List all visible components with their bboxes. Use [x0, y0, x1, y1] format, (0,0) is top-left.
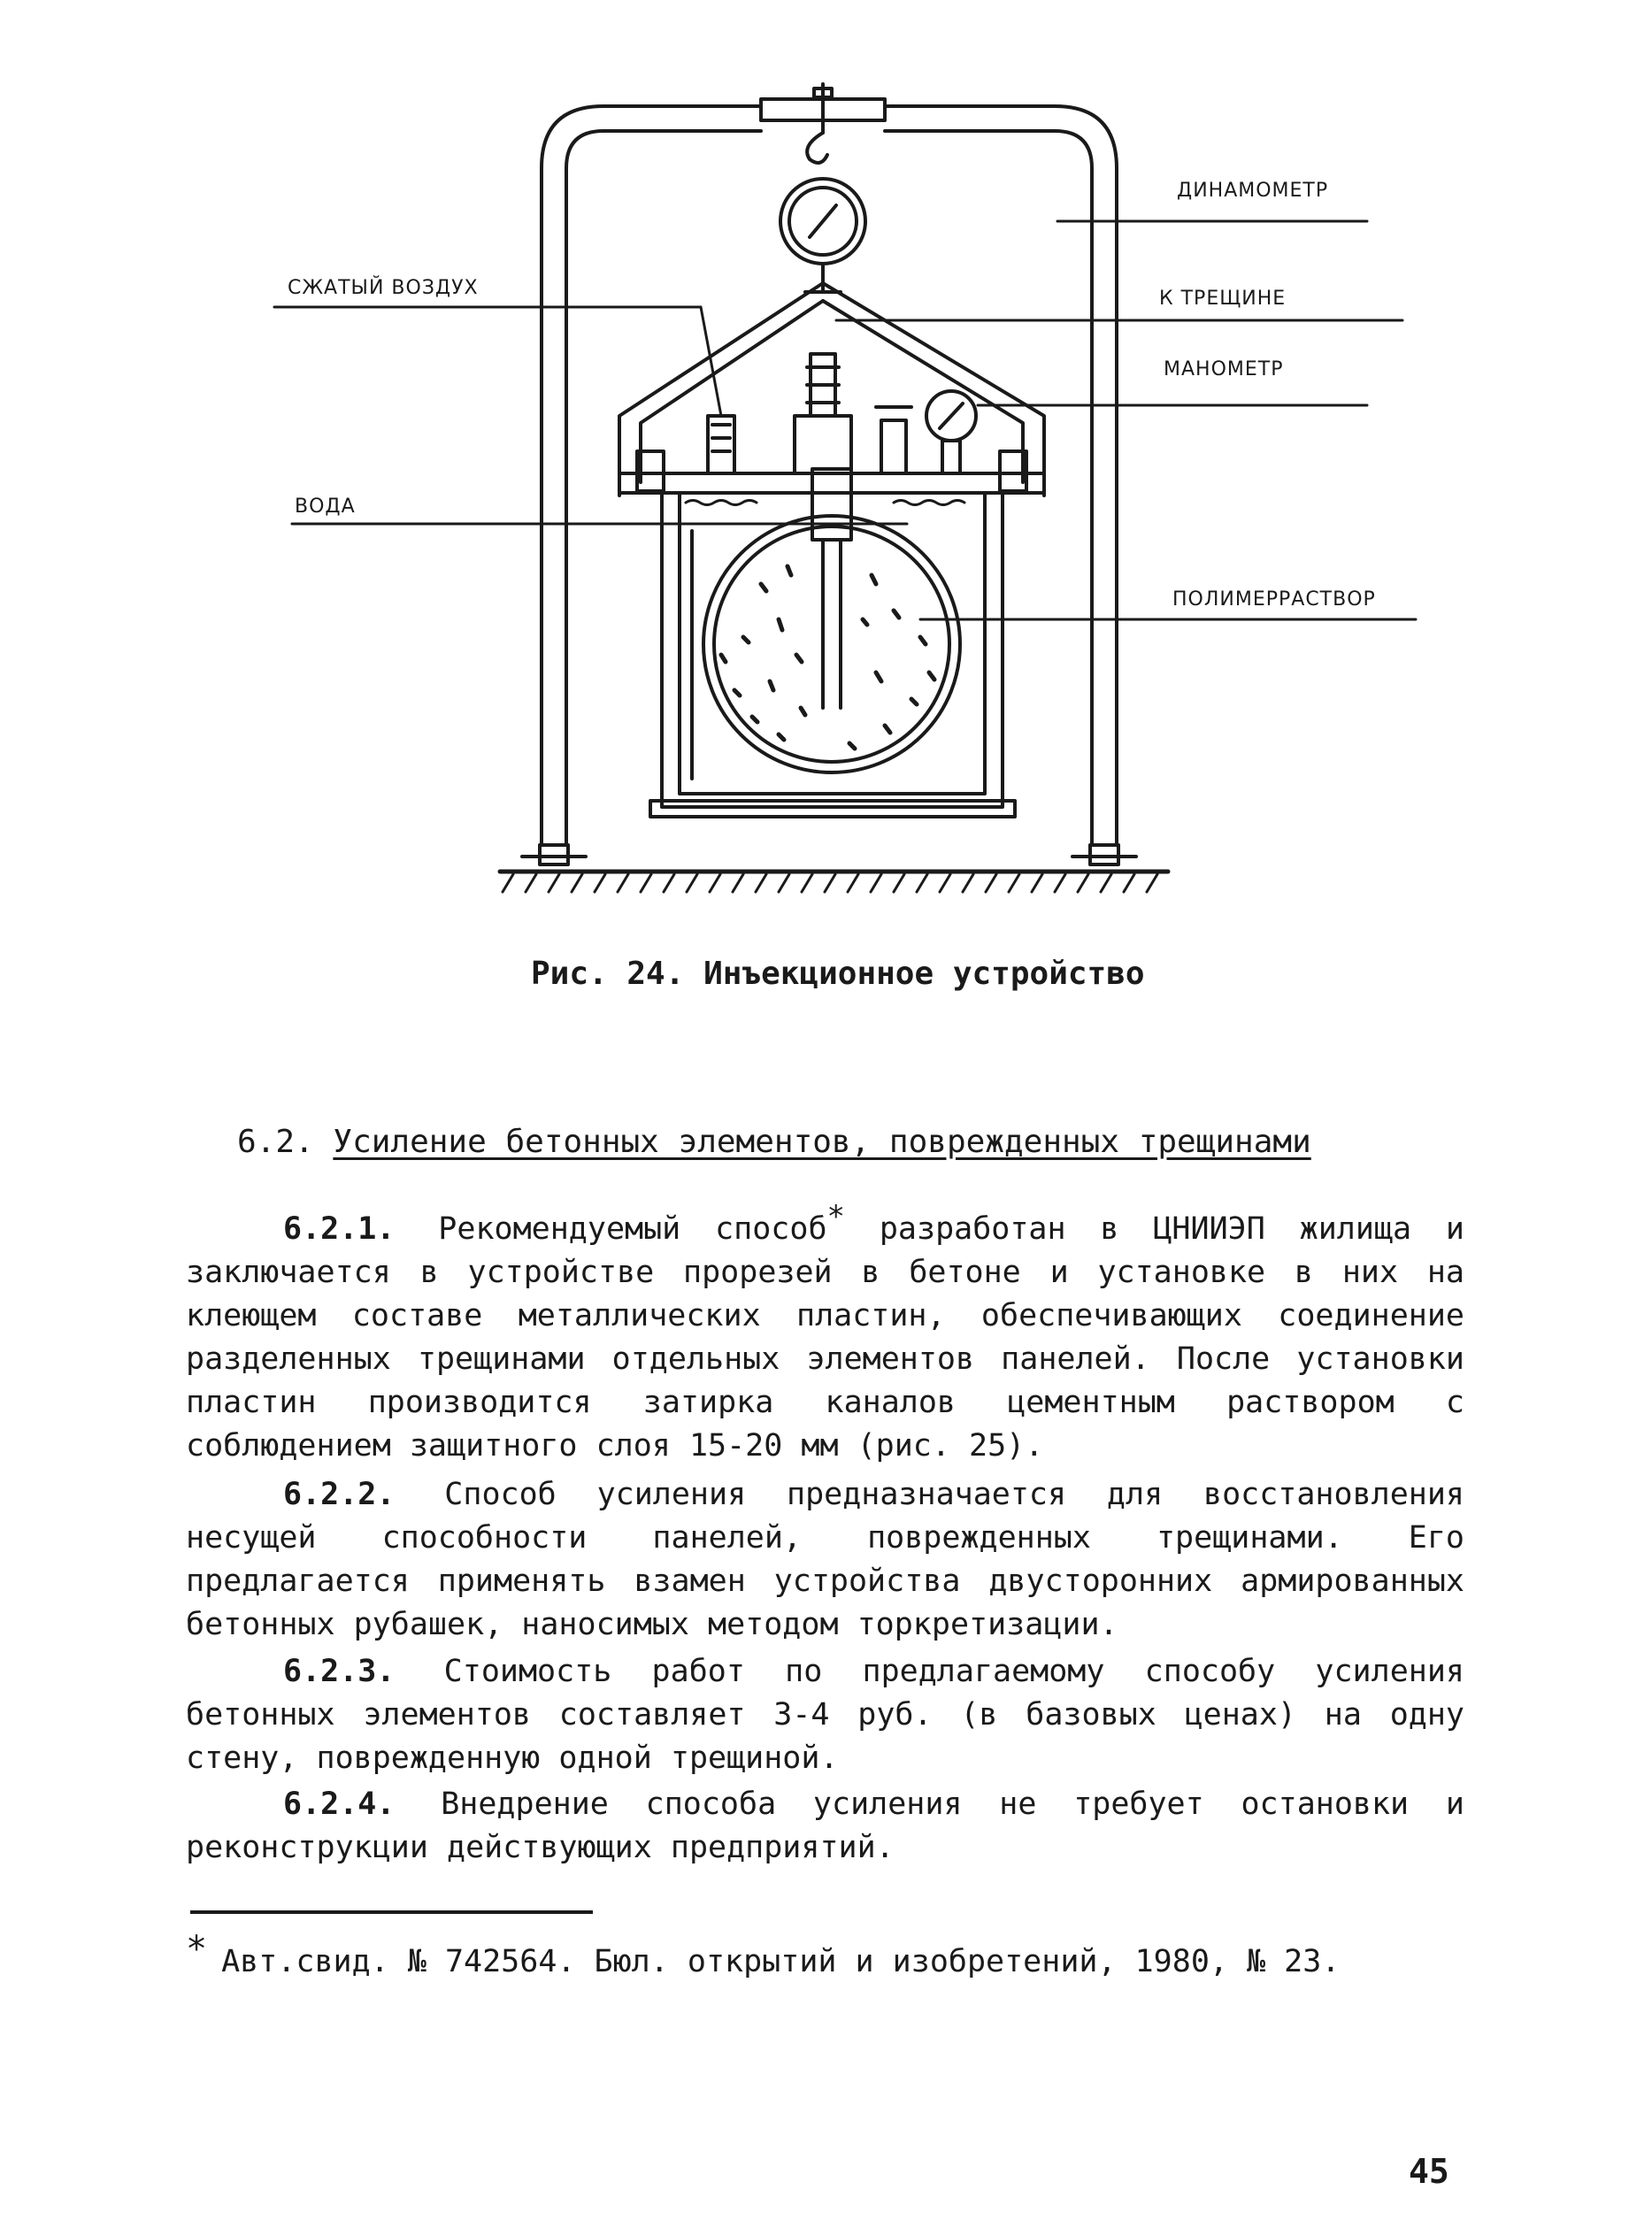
paragraph-6-2-3 — [186, 1650, 1464, 1780]
footnote-mark: * — [186, 1929, 208, 1970]
label-manometer: МАНОМЕТР — [1164, 358, 1284, 380]
section-heading — [237, 1124, 1311, 1160]
paragraph-number: 6.2.4. — [283, 1786, 396, 1822]
footnote-reference: * — [826, 1199, 845, 1234]
paragraph-number: 6.2.3. — [283, 1654, 396, 1689]
footnote-text: Авт.свид. № 742564. Бюл. открытий и изобретений, 1980, № 23. — [221, 1944, 1341, 1979]
paragraph-text: Способ усиления предназначается для восстановления несущей способности панелей, поврежденных трещинами. Его предлагается применять взамен устройства двусторонних армированных бетонных рубашек, наносимых методом торкретизации. — [186, 1477, 1464, 1642]
label-to-crack: К ТРЕЩИНЕ — [1159, 288, 1287, 310]
footnote — [186, 1929, 1340, 1979]
paragraph-6-2-4 — [186, 1783, 1464, 1870]
paragraph-text: Стоимость работ по предлагаемому способу усиления бетонных элементов составляет 3-4 руб. (в базовых ценах) на одну стену, поврежденную одной трещиной. — [186, 1654, 1464, 1776]
paragraph-number: 6.2.1. — [283, 1211, 396, 1247]
paragraph-text: Внедрение способа усиления не требует остановки и реконструкции действующих предприятий. — [186, 1786, 1464, 1865]
paragraph-text-lead: Рекомендуемый способ — [438, 1211, 827, 1247]
ground-hatch — [500, 872, 1168, 892]
label-polymer-solution: ПОЛИМЕРРАСТВОР — [1172, 588, 1376, 611]
figure-caption: Рис. 24. Инъекционное устройство — [531, 956, 1145, 992]
label-water: ВОДА — [295, 496, 356, 518]
paragraph-6-2-1 — [186, 1199, 1464, 1468]
label-compressed-air: СЖАТЫЙ ВОЗДУХ — [288, 277, 479, 299]
footnote-divider — [190, 1910, 593, 1914]
vessel — [650, 469, 1015, 817]
section-number: 6.2. — [237, 1124, 314, 1160]
label-dynamometer: ДИНАМОМЕТР — [1177, 180, 1329, 202]
injection-device-drawing — [0, 0, 1652, 938]
paragraph-6-2-2 — [186, 1473, 1464, 1647]
section-title: Усиление бетонных элементов, поврежденных трещинами — [333, 1124, 1311, 1160]
slings — [619, 283, 1044, 496]
paragraph-text: разработан в ЦНИИЭП жилища и заключается в устройстве прорезей в бетоне и установке в них на клеющем составе металлических пластин, обеспечивающих соединение разделенных трещинами отдельных элементов панелей. После установки пластин производится затирка каналов цементным раствором с соблюдением защитного слоя 15-20 мм (рис. 25). — [186, 1211, 1464, 1464]
page-number: 45 — [1409, 2152, 1449, 2191]
polymer-granules — [721, 566, 934, 749]
dynamometer — [780, 84, 865, 292]
paragraph-number: 6.2.2. — [283, 1477, 396, 1512]
injection-device-figure — [0, 0, 1652, 938]
